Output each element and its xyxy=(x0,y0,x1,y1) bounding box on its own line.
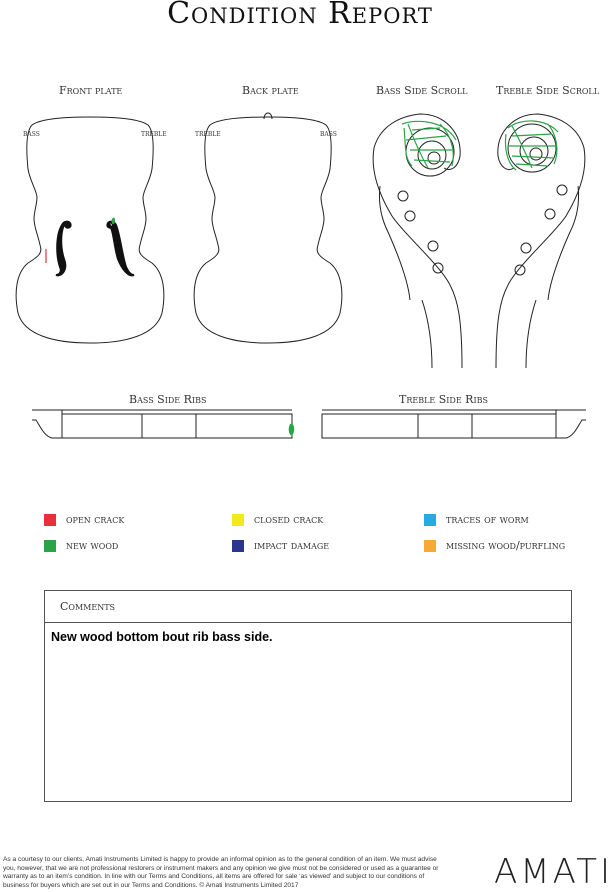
comments-heading: Comments xyxy=(45,591,571,623)
new-wood-mark-bass-scroll xyxy=(402,121,456,168)
legend-swatch xyxy=(232,514,244,526)
legend-open-crack: open crack xyxy=(44,513,124,526)
legend-impact-damage: impact damage xyxy=(232,539,329,552)
legend-swatch xyxy=(44,514,56,526)
front-plate-label: Front plate xyxy=(59,84,123,97)
front-plate-diagram xyxy=(16,117,164,343)
f-hole-right xyxy=(107,222,134,276)
page-title: Condition Report xyxy=(167,0,433,31)
back-plate-label: Back plate xyxy=(242,84,299,97)
treble-scroll-label: Treble Side Scroll xyxy=(496,84,600,97)
back-plate-diagram xyxy=(194,113,342,343)
comments-box xyxy=(44,590,572,802)
legend-swatch xyxy=(424,514,436,526)
legend-missing-wood: missing wood/purfling xyxy=(424,539,565,552)
back-bass-label: bass xyxy=(320,129,337,138)
front-bass-label: bass xyxy=(23,129,40,138)
legend-swatch xyxy=(44,540,56,552)
bass-scroll-diagram xyxy=(373,114,462,368)
new-wood-mark-rib xyxy=(289,424,294,436)
bass-scroll-label: Bass Side Scroll xyxy=(376,84,468,97)
front-treble-label: treble xyxy=(141,129,167,138)
disclaimer-text: As a courtesy to our clients, Amati Instruments Limited is happy to provide an informal opinion as to the general condition of an item. We must advise you, however, that we are not professional restorers or instrument makers and any opinion we give must not be considered or used as a guarantee or warranty as to an item’s condition. In line with our Terms and Conditions, all items are offered for sale ‘as viewed’ and subject to our conditions of business for buyers which are set out in our Terms and Conditions. © Amati Instruments Limited 2017 xyxy=(3,856,439,889)
legend-swatch xyxy=(424,540,436,552)
amati-logo: AMATI xyxy=(494,852,613,892)
legend-traces-of-worm: traces of worm xyxy=(424,513,529,526)
treble-ribs-diagram xyxy=(322,410,586,438)
bass-ribs-label: Bass Side Ribs xyxy=(129,393,207,406)
legend-new-wood: new wood xyxy=(44,539,118,552)
treble-scroll-diagram xyxy=(496,114,585,368)
back-treble-label: treble xyxy=(195,129,221,138)
treble-ribs-label: Treble Side Ribs xyxy=(399,393,488,406)
legend-swatch xyxy=(232,540,244,552)
bass-ribs-diagram xyxy=(32,410,294,438)
legend-closed-crack: closed crack xyxy=(232,513,323,526)
comments-text: New wood bottom bout rib bass side. xyxy=(51,630,273,644)
f-hole-left xyxy=(56,222,71,276)
